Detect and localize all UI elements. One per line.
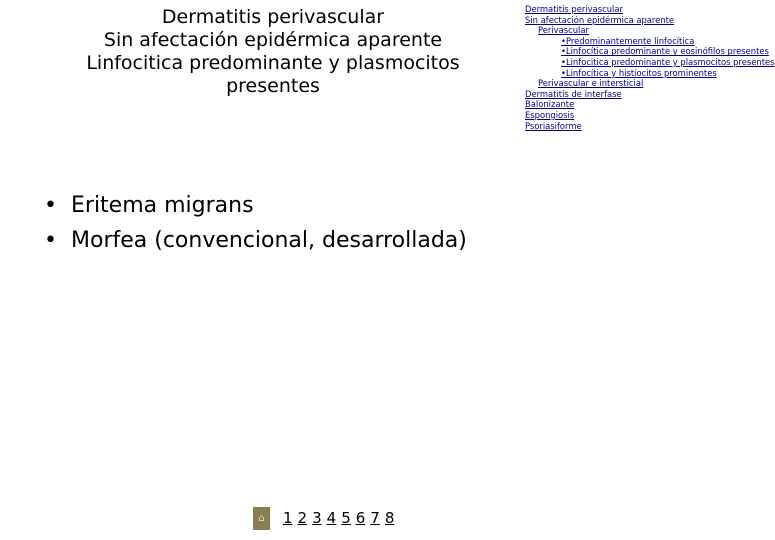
page-link-1[interactable]: 1 [283,509,293,527]
nav-link-psoriasiforme[interactable]: Psoriasiforme [525,120,582,131]
bullet-item: • Eritema migrans [44,188,644,223]
nav-link-perivascular[interactable]: Perivascular [538,25,589,36]
nav-link-sin-afectacion[interactable]: Sin afectación epidérmica aparente [525,14,675,25]
nav-link-plasmocitos[interactable]: •Linfocitica predominante y plasmocitos presentes [561,56,775,67]
pagination [253,506,399,530]
page-title [48,6,498,98]
nav-link-balonizante[interactable]: Balonizante [525,99,575,110]
page-link-3[interactable]: 3 [312,509,322,527]
nav-link-interfase[interactable]: Dermatitis de interfase [525,88,622,99]
navigation-menu [525,4,775,131]
bullet-list [44,188,644,258]
page-link-7[interactable]: 7 [370,509,380,527]
nav-link-eosinofilos[interactable]: •Linfocítica predominante y eosinófilos presentes [561,46,769,57]
page-link-4[interactable]: 4 [326,509,337,527]
page-link-5[interactable]: 5 [341,509,351,527]
page-link-2[interactable]: 2 [297,509,308,527]
title-line: Dermatitis perivascular [161,6,385,28]
title-line: Sin afectación epidérmica aparente [103,29,443,51]
nav-link-espongiosis[interactable]: Espongiosis [525,109,575,120]
bullet-item: • Morfea (convencional, desarrollada) [44,223,644,258]
title-line: presentes [226,75,320,97]
page-link-8[interactable]: 8 [384,509,395,527]
title-line: Linfocitica predominante y plasmocitos [86,52,460,74]
nav-link-dermatitis-perivascular[interactable]: Dermatitis perivascular [525,4,623,14]
nav-link-perivascular-intersticial[interactable]: Perivascular e intersticial [538,78,644,89]
nav-link-histiocitos[interactable]: •Linfocítica y histiocitos prominentes [561,67,717,78]
page-link-6[interactable]: 6 [355,509,366,527]
nav-link-predominantemente-linfocitica[interactable]: •Predominantemente linfocítica [561,35,695,46]
home-icon[interactable]: ⌂ [253,507,270,530]
